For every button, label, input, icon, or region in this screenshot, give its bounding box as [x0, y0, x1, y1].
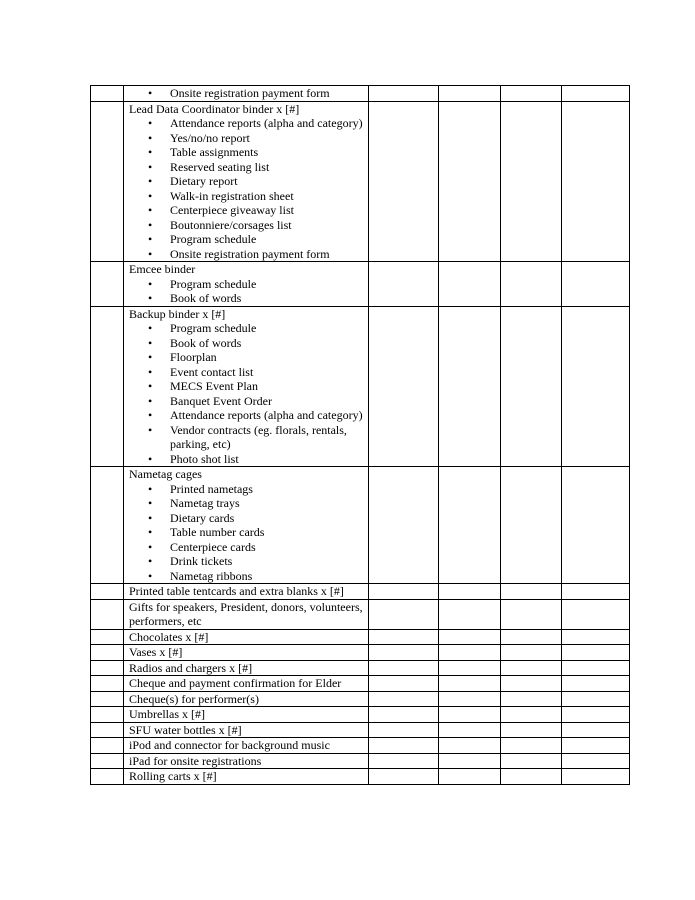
item-cell [124, 676, 369, 692]
check-cell[interactable] [501, 86, 562, 102]
check-cell[interactable] [369, 660, 439, 676]
check-cell[interactable] [439, 769, 501, 785]
check-cell[interactable] [562, 753, 630, 769]
item-title: Cheque and payment confirmation for Elder [129, 676, 342, 690]
list-item: • Event contact list [144, 365, 368, 380]
check-cell[interactable] [439, 262, 501, 307]
list-item: • Attendance reports (alpha and category) [144, 408, 368, 423]
check-cell[interactable] [562, 738, 630, 754]
item-cell [124, 707, 369, 723]
check-cell[interactable] [501, 629, 562, 645]
list-item: • Program schedule [144, 277, 368, 292]
list-item: • Dietary cards [144, 511, 368, 526]
check-cell[interactable] [501, 660, 562, 676]
check-cell[interactable] [501, 584, 562, 600]
item-cell [124, 306, 369, 467]
list-item: • Dietary report [144, 174, 368, 189]
table-row [91, 584, 630, 600]
table-row [91, 645, 630, 661]
check-cell[interactable] [562, 707, 630, 723]
check-cell[interactable] [369, 722, 439, 738]
list-item: • Floorplan [144, 350, 368, 365]
table-row [91, 707, 630, 723]
item-cell [124, 599, 369, 629]
index-cell [91, 262, 124, 307]
check-cell[interactable] [501, 306, 562, 467]
index-cell [91, 722, 124, 738]
list-item: • MECS Event Plan [144, 379, 368, 394]
check-cell[interactable] [439, 753, 501, 769]
check-cell[interactable] [439, 306, 501, 467]
check-cell[interactable] [439, 707, 501, 723]
index-cell [91, 660, 124, 676]
item-cell [124, 467, 369, 584]
index-cell [91, 584, 124, 600]
check-cell[interactable] [501, 645, 562, 661]
check-cell[interactable] [501, 738, 562, 754]
bullet-list [129, 277, 368, 306]
index-cell [91, 738, 124, 754]
list-item: • Onsite registration payment form [144, 86, 368, 101]
item-title: Rolling carts x [#] [129, 769, 217, 783]
item-cell [124, 645, 369, 661]
check-cell[interactable] [562, 101, 630, 262]
table-row [91, 101, 630, 262]
check-cell[interactable] [369, 676, 439, 692]
list-item: • Photo shot list [144, 452, 368, 467]
check-cell[interactable] [439, 738, 501, 754]
item-cell [124, 660, 369, 676]
index-cell [91, 467, 124, 584]
list-item: • Centerpiece cards [144, 540, 368, 555]
item-title: iPod and connector for background music [129, 738, 330, 752]
list-item: • Walk-in registration sheet [144, 189, 368, 204]
check-cell[interactable] [501, 262, 562, 307]
list-item: • Attendance reports (alpha and category) [144, 116, 368, 131]
table-row [91, 676, 630, 692]
check-cell[interactable] [562, 262, 630, 307]
item-cell [124, 86, 369, 102]
check-cell[interactable] [369, 262, 439, 307]
check-cell[interactable] [369, 599, 439, 629]
bullet-list [129, 321, 368, 466]
item-cell [124, 629, 369, 645]
item-title: Backup binder x [#] [129, 306, 226, 321]
item-cell [124, 584, 369, 600]
list-item: • Book of words [144, 291, 368, 306]
check-cell[interactable] [369, 584, 439, 600]
item-title: Nametag cages [129, 467, 202, 481]
check-cell[interactable] [562, 769, 630, 785]
item-title: Vases x [#] [129, 645, 183, 659]
check-cell[interactable] [439, 584, 501, 600]
list-item: • Nametag ribbons [144, 569, 368, 584]
check-cell[interactable] [369, 691, 439, 707]
table-row [91, 722, 630, 738]
list-item: • Table assignments [144, 145, 368, 160]
index-cell [91, 769, 124, 785]
check-cell[interactable] [562, 691, 630, 707]
check-cell[interactable] [439, 691, 501, 707]
check-cell[interactable] [439, 629, 501, 645]
list-item: • Centerpiece giveaway list [144, 203, 368, 218]
check-cell[interactable] [501, 676, 562, 692]
list-item: • Onsite registration payment form [144, 247, 368, 262]
item-cell [124, 262, 369, 307]
item-title: Umbrellas x [#] [129, 707, 205, 721]
list-item: • Reserved seating list [144, 160, 368, 175]
index-cell [91, 101, 124, 262]
checklist-body [91, 86, 630, 785]
list-item: • Drink tickets [144, 554, 368, 569]
check-cell[interactable] [439, 467, 501, 584]
item-cell [124, 101, 369, 262]
list-item: • Nametag trays [144, 496, 368, 511]
check-cell[interactable] [562, 722, 630, 738]
check-cell[interactable] [501, 753, 562, 769]
index-cell [91, 599, 124, 629]
check-cell[interactable] [369, 707, 439, 723]
table-row [91, 691, 630, 707]
list-item: • Book of words [144, 336, 368, 351]
check-cell[interactable] [562, 599, 630, 629]
index-cell [91, 645, 124, 661]
list-item: • Vendor contracts (eg. florals, rentals, parking, etc) [144, 423, 368, 452]
check-cell[interactable] [369, 306, 439, 467]
item-cell [124, 769, 369, 785]
table-row [91, 86, 630, 102]
item-title: Radios and chargers x [#] [129, 660, 253, 675]
check-cell[interactable] [501, 691, 562, 707]
list-item: • Yes/no/no report [144, 131, 368, 146]
check-cell[interactable] [439, 722, 501, 738]
item-cell [124, 722, 369, 738]
checklist-table [90, 85, 630, 785]
table-row [91, 660, 630, 676]
table-row [91, 262, 630, 307]
check-cell[interactable] [501, 101, 562, 262]
item-title: SFU water bottles x [#] [129, 722, 242, 737]
check-cell[interactable] [369, 753, 439, 769]
check-cell[interactable] [562, 645, 630, 661]
check-cell[interactable] [501, 467, 562, 584]
item-cell [124, 738, 369, 754]
check-cell[interactable] [369, 645, 439, 661]
check-cell[interactable] [369, 738, 439, 754]
item-title: Printed table tentcards and extra blanks x [#] [129, 584, 344, 598]
check-cell[interactable] [439, 645, 501, 661]
index-cell [91, 753, 124, 769]
check-cell[interactable] [439, 86, 501, 102]
check-cell[interactable] [369, 86, 439, 102]
item-title: Cheque(s) for performer(s) [129, 691, 259, 706]
table-row [91, 738, 630, 754]
check-cell[interactable] [562, 306, 630, 467]
list-item: • Printed nametags [144, 482, 368, 497]
table-row [91, 629, 630, 645]
index-cell [91, 691, 124, 707]
item-title: Lead Data Coordinator binder x [#] [129, 101, 300, 116]
check-cell[interactable] [501, 722, 562, 738]
check-cell[interactable] [439, 660, 501, 676]
check-cell[interactable] [369, 101, 439, 262]
check-cell[interactable] [501, 707, 562, 723]
list-item: • Program schedule [144, 321, 368, 336]
list-item: • Banquet Event Order [144, 394, 368, 409]
item-title: Gifts for speakers, President, donors, volunteers, performers, etc [129, 599, 363, 628]
index-cell [91, 86, 124, 102]
bullet-list [129, 86, 368, 101]
item-cell [124, 691, 369, 707]
check-cell[interactable] [562, 86, 630, 102]
check-cell[interactable] [562, 467, 630, 584]
check-cell[interactable] [439, 676, 501, 692]
bullet-list [129, 482, 368, 584]
check-cell[interactable] [562, 676, 630, 692]
check-cell[interactable] [369, 467, 439, 584]
check-cell[interactable] [562, 629, 630, 645]
index-cell [91, 676, 124, 692]
check-cell[interactable] [369, 769, 439, 785]
check-cell[interactable] [501, 599, 562, 629]
index-cell [91, 707, 124, 723]
check-cell[interactable] [439, 599, 501, 629]
bullet-list [129, 116, 368, 261]
index-cell [91, 306, 124, 467]
check-cell[interactable] [439, 101, 501, 262]
index-cell [91, 629, 124, 645]
table-row [91, 467, 630, 584]
table-row [91, 753, 630, 769]
item-title: Emcee binder [129, 262, 196, 276]
table-row [91, 599, 630, 629]
table-row [91, 769, 630, 785]
list-item: • Program schedule [144, 232, 368, 247]
check-cell[interactable] [562, 584, 630, 600]
item-title: iPad for onsite registrations [129, 753, 262, 768]
list-item: • Table number cards [144, 525, 368, 540]
table-row [91, 306, 630, 467]
check-cell[interactable] [501, 769, 562, 785]
list-item: • Boutonniere/corsages list [144, 218, 368, 233]
item-title: Chocolates x [#] [129, 629, 209, 644]
item-cell [124, 753, 369, 769]
check-cell[interactable] [369, 629, 439, 645]
check-cell[interactable] [562, 660, 630, 676]
